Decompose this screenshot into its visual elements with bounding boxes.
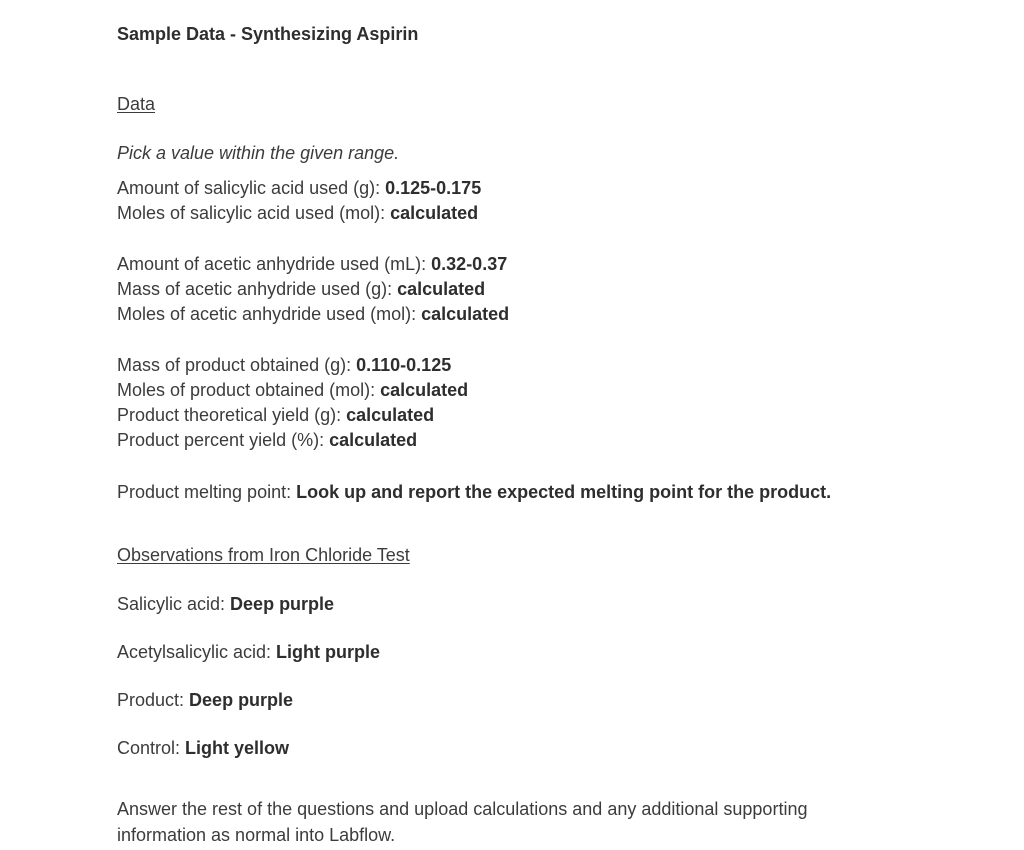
data-line-salicylic-amount [117, 176, 481, 201]
line-label: Acetylsalicylic acid: [117, 642, 277, 662]
line-label: Product percent yield (%): [117, 430, 330, 450]
closing-instructions: Answer the rest of the questions and upload calculations and any additional supporting information as normal into Labflow. [117, 799, 808, 845]
line-value: calculated [380, 380, 469, 400]
line-value: Look up and report the expected melting point for the product. [296, 482, 832, 502]
line-label: Moles of product obtained (mol): [117, 380, 381, 400]
observation-product [117, 688, 293, 713]
line-label: Moles of acetic anhydride used (mol): [117, 304, 422, 324]
line-value: Deep purple [189, 690, 294, 710]
line-label: Mass of acetic anhydride used (g): [117, 279, 398, 299]
observation-salicylic-acid [117, 592, 334, 617]
observation-control [117, 736, 289, 761]
data-line-salicylic-moles [117, 201, 478, 226]
line-value: Deep purple [230, 594, 335, 614]
data-heading: Data [117, 94, 156, 114]
line-value: 0.110-0.125 [356, 355, 452, 375]
line-value: Light yellow [185, 738, 290, 758]
document-title: Sample Data - Synthesizing Aspirin [117, 24, 419, 44]
line-label: Product melting point: [117, 482, 297, 502]
line-label: Moles of salicylic acid used (mol): [117, 203, 391, 223]
data-line-product-mass [117, 353, 451, 378]
data-line-anhydride-amount [117, 252, 507, 277]
data-line-percent-yield [117, 428, 417, 453]
observations-heading: Observations from Iron Chloride Test [117, 545, 410, 565]
data-line-product-moles [117, 378, 468, 403]
line-label: Product: [117, 690, 190, 710]
instruction-note: Pick a value within the given range. [117, 143, 400, 163]
line-value: 0.125-0.175 [385, 178, 482, 198]
line-value: calculated [390, 203, 479, 223]
line-value: 0.32-0.37 [431, 254, 508, 274]
observation-acetylsalicylic-acid [117, 640, 380, 665]
line-label: Amount of salicylic acid used (g): [117, 178, 386, 198]
line-value: calculated [329, 430, 418, 450]
data-line-melting-point [117, 480, 831, 505]
line-label: Mass of product obtained (g): [117, 355, 357, 375]
line-value: calculated [397, 279, 486, 299]
data-line-anhydride-moles [117, 302, 509, 327]
line-value: calculated [421, 304, 510, 324]
data-line-theoretical-yield [117, 403, 434, 428]
line-label: Control: [117, 738, 186, 758]
line-value: Light purple [276, 642, 381, 662]
line-label: Salicylic acid: [117, 594, 231, 614]
data-line-anhydride-mass [117, 277, 485, 302]
line-label: Product theoretical yield (g): [117, 405, 347, 425]
line-label: Amount of acetic anhydride used (mL): [117, 254, 432, 274]
line-value: calculated [346, 405, 435, 425]
